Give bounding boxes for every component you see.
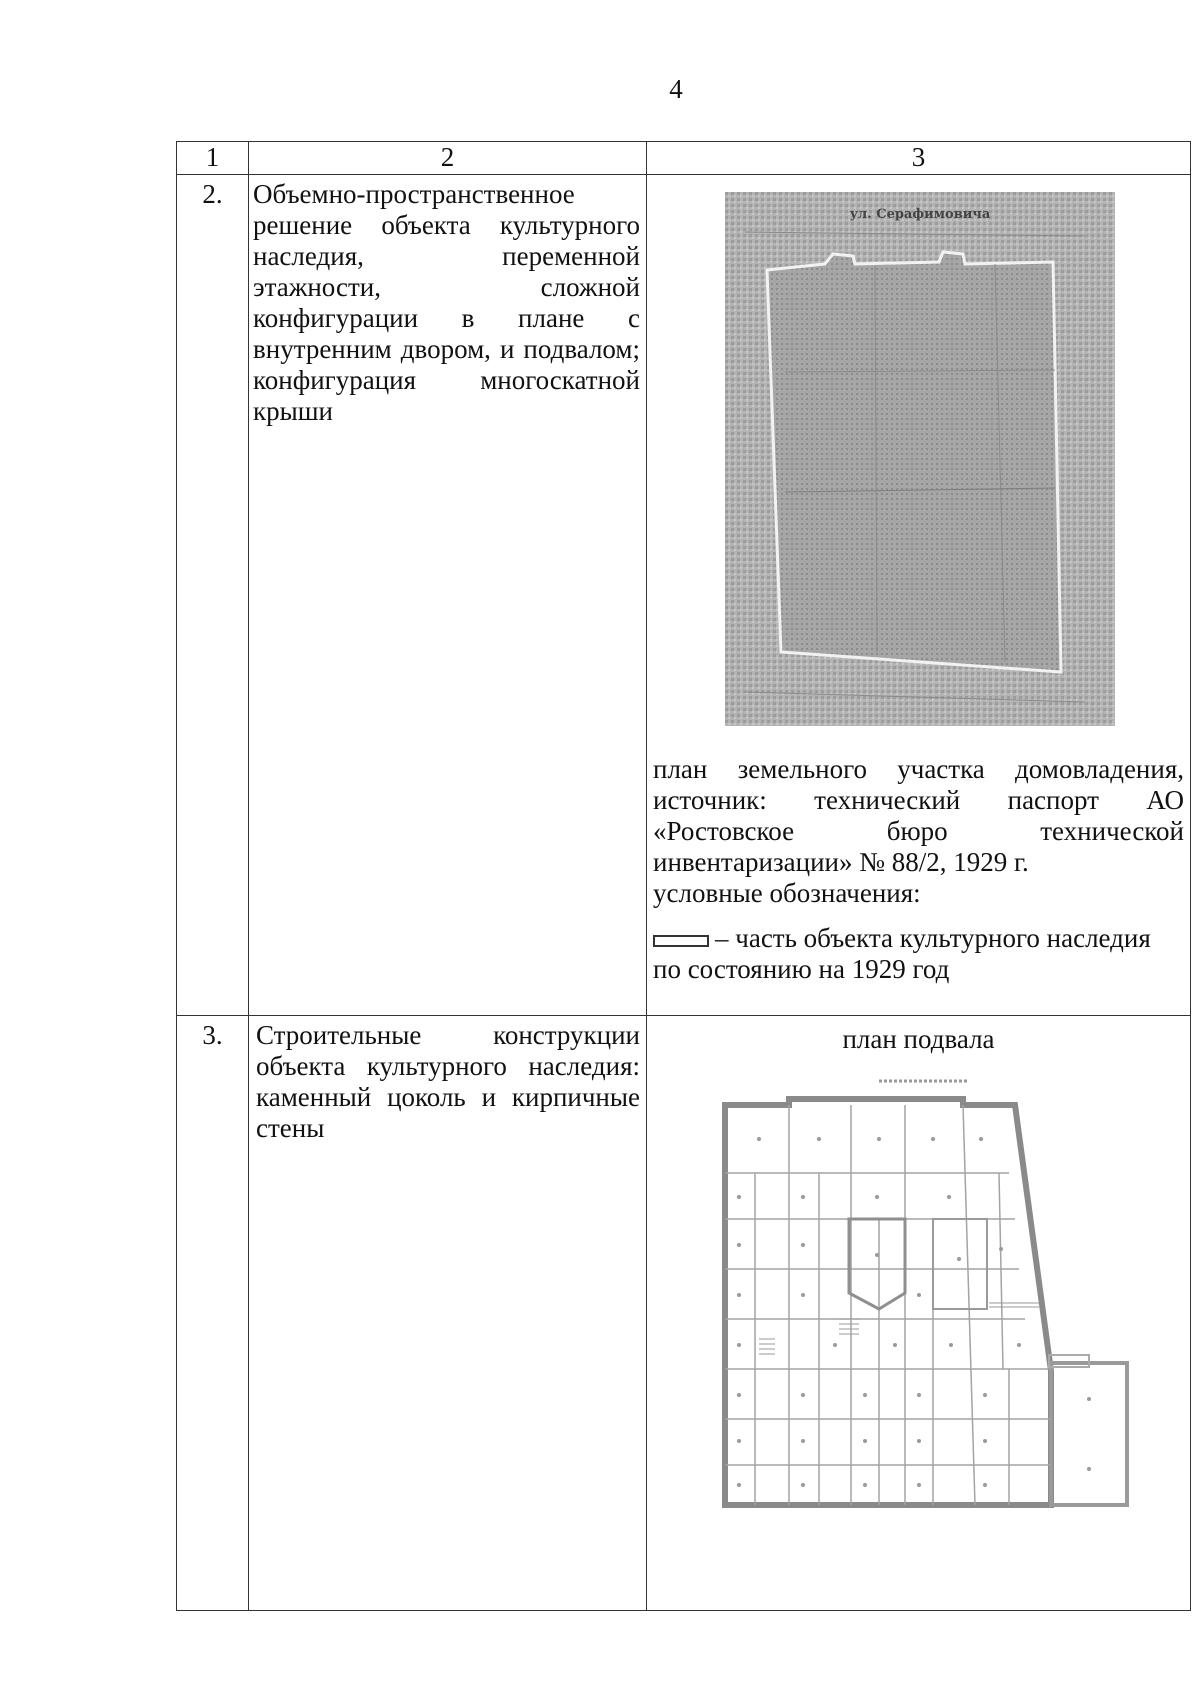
street-label: ул. Серафимовича: [849, 207, 991, 222]
legend-title: условные обозначения:: [653, 878, 921, 908]
row-illustration-cell: [647, 1016, 1191, 1611]
plan-caption: план земельного участка домовладения, источник: технический паспорт АО «Ростовское бюро технической инвентаризации» № 88/2, 1929 г.: [653, 754, 1184, 877]
legend-outline-symbol: [653, 935, 709, 947]
header-cell-2: 2: [249, 142, 647, 175]
land-plot-plan-image: [725, 192, 1115, 726]
row-description: Строительные конструкции объекта культурного наследия: каменный цоколь и кирпичные стены: [249, 1016, 647, 1611]
page-number: 4: [669, 74, 683, 104]
legend-text: – часть объекта культурного наследия по состоянию на 1929 год: [653, 923, 1151, 984]
table-header-row: [177, 142, 1191, 175]
basement-plan-title: план подвала: [842, 1024, 995, 1054]
legend-item: [647, 923, 1190, 985]
header-cell-1: 1: [177, 142, 249, 175]
table-row: [177, 1016, 1191, 1611]
table-row: [177, 175, 1191, 1016]
row-illustration-cell: [647, 175, 1191, 1016]
row-number: 2.: [177, 175, 249, 1016]
basement-plan-image: [719, 1069, 1139, 1509]
row-number: 3.: [177, 1016, 249, 1611]
row-description: Объемно-пространственное решение объекта культурного наследия, переменной этажности, сложной конфигурации в плане с внутренним двором, и подвалом; конфигурация многоскатной крыши: [249, 175, 647, 1016]
header-cell-3: 3: [647, 142, 1191, 175]
document-table: [176, 141, 1191, 1611]
